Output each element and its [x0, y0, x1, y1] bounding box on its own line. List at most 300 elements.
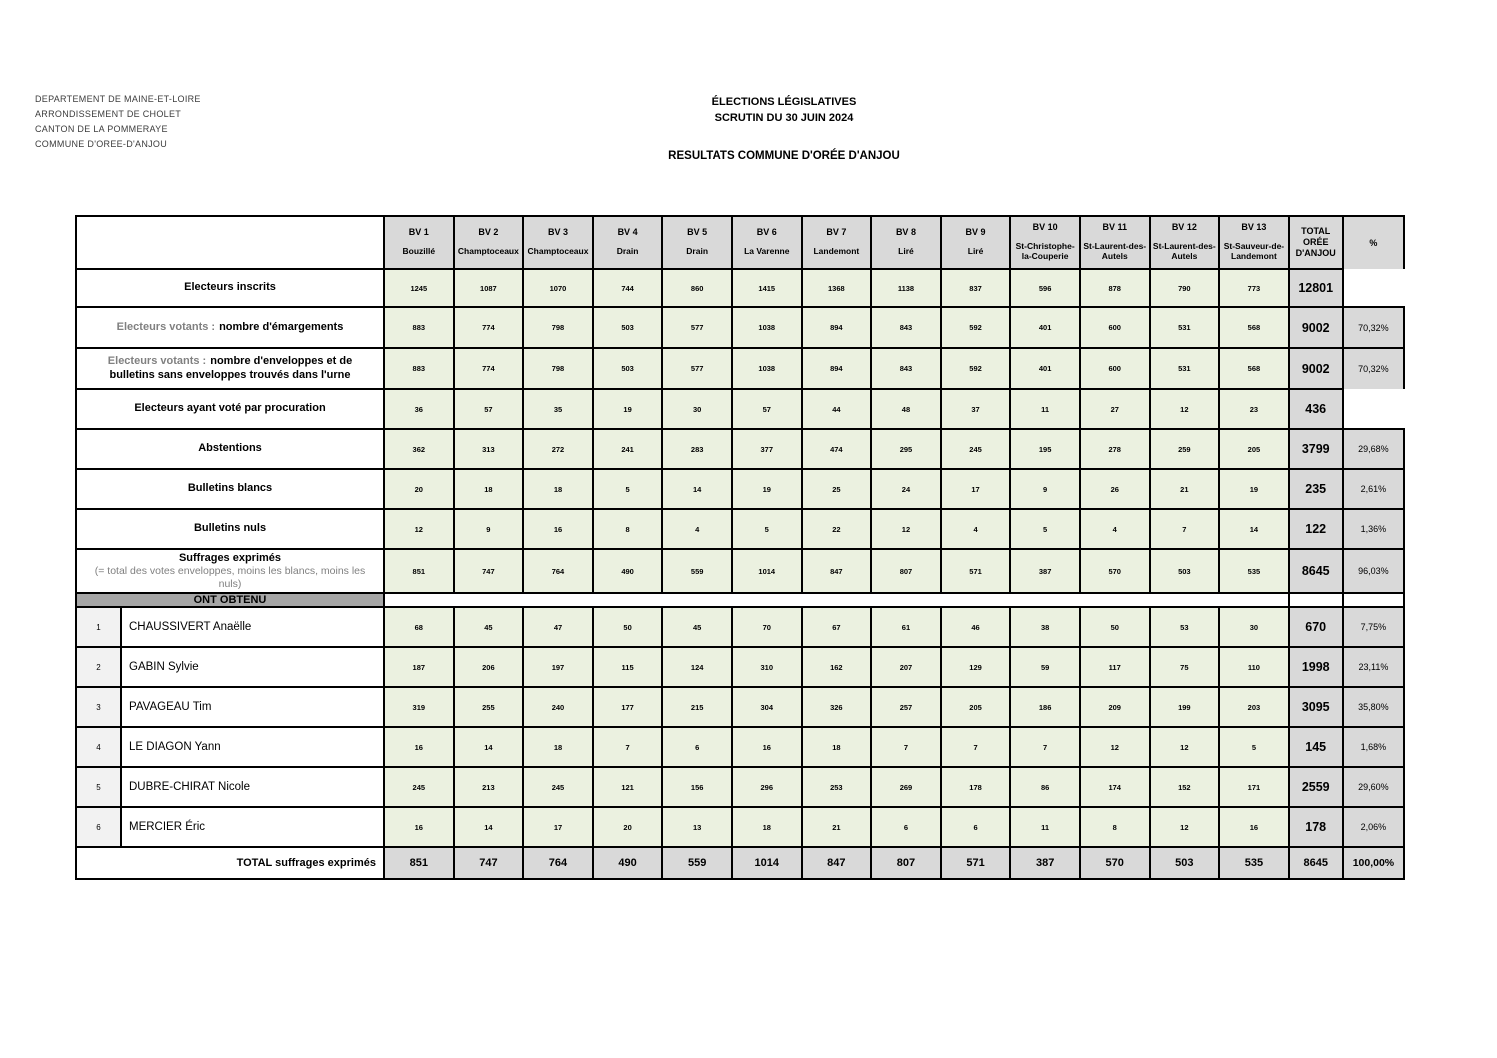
result-cell: 592: [941, 307, 1011, 348]
grand-total-cell: 764: [523, 847, 593, 879]
candidate-number: 2: [76, 647, 121, 687]
result-cell: 171: [1219, 767, 1289, 807]
result-cell: 50: [1080, 607, 1150, 647]
total-cell: 2559: [1289, 767, 1343, 807]
grand-total-cell: 559: [662, 847, 732, 879]
result-cell: 1038: [732, 348, 802, 389]
result-cell: 883: [384, 348, 454, 389]
result-cell: 7: [941, 727, 1011, 767]
result-cell: 22: [802, 509, 872, 549]
result-cell: 387: [1010, 549, 1080, 593]
row-label-sub: (= total des votes enveloppes, moins les blancs, moins les nuls): [94, 565, 366, 590]
percent-cell: 35,80%: [1343, 687, 1404, 727]
bv-code: BV 8: [895, 227, 916, 238]
bv-commune: La Varenne: [744, 246, 790, 257]
result-cell: 894: [802, 348, 872, 389]
col-header-bv1: [384, 216, 454, 269]
result-cell: 47: [523, 607, 593, 647]
result-cell: 490: [593, 549, 663, 593]
result-cell: 117: [1080, 647, 1150, 687]
result-cell: 6: [662, 727, 732, 767]
result-cell: 9: [454, 509, 524, 549]
row-label: [76, 307, 384, 348]
result-cell: 16: [732, 727, 802, 767]
result-cell: 843: [871, 348, 941, 389]
result-cell: 807: [871, 549, 941, 593]
bv-commune: St-Laurent-des-Autels: [1083, 241, 1147, 262]
bv-code: BV 9: [965, 227, 986, 238]
total-cell: 178: [1289, 807, 1343, 847]
result-cell: 45: [662, 607, 732, 647]
result-cell: 36: [384, 389, 454, 429]
result-cell: 503: [1150, 549, 1220, 593]
candidate-name: CHAUSSIVERT Anaëlle: [121, 607, 384, 647]
total-cell: 436: [1289, 389, 1343, 429]
result-cell: 199: [1150, 687, 1220, 727]
result-cell: 883: [384, 307, 454, 348]
row-label: [76, 429, 384, 469]
row-label: [76, 509, 384, 549]
result-cell: 503: [593, 348, 663, 389]
candidate-row: [76, 767, 1404, 807]
stat-row: [76, 307, 1404, 348]
header-left-line: DEPARTEMENT DE MAINE-ET-LOIRE: [35, 94, 201, 104]
result-cell: 8: [1080, 807, 1150, 847]
bv-commune: Landemont: [813, 246, 860, 257]
bv-commune: St-Christophe-la-Couperie: [1015, 241, 1075, 262]
col-header-bv13: [1219, 216, 1289, 269]
result-cell: 774: [454, 348, 524, 389]
percent-cell: 7,75%: [1343, 607, 1404, 647]
result-cell: 14: [454, 807, 524, 847]
result-cell: 68: [384, 607, 454, 647]
bv-code: BV 11: [1102, 222, 1127, 233]
header-row: [76, 216, 1404, 269]
result-cell: 162: [802, 647, 872, 687]
bv-code: BV 13: [1241, 222, 1267, 233]
bv-commune: Drain: [686, 246, 709, 257]
section-label: ONT OBTENU: [76, 593, 384, 607]
result-cell: 121: [593, 767, 663, 807]
result-cell: 600: [1080, 348, 1150, 389]
result-cell: 559: [662, 549, 732, 593]
row-label: [76, 269, 384, 307]
result-cell: 17: [523, 807, 593, 847]
result-cell: 12: [1150, 727, 1220, 767]
result-cell: 5: [1219, 727, 1289, 767]
result-cell: 313: [454, 429, 524, 469]
result-cell: 48: [871, 389, 941, 429]
header-left-line: ARRONDISSEMENT DE CHOLET: [35, 109, 182, 119]
col-header-bv3: [523, 216, 593, 269]
title-line-2: SCRUTIN DU 30 JUIN 2024: [714, 111, 854, 124]
row-label-main: nombre d'émargements: [219, 320, 344, 333]
result-cell: 596: [1010, 269, 1080, 307]
grand-total-label: TOTAL suffrages exprimés: [76, 847, 384, 879]
percent-cell: 70,32%: [1343, 348, 1404, 389]
bv-commune: Liré: [967, 246, 984, 257]
bv-commune: St-Laurent-des-Autels: [1152, 241, 1216, 262]
row-label-main: nombre d'enveloppes et de bulletins sans enveloppes trouvés dans l'urne: [109, 354, 353, 381]
result-cell: 21: [1150, 469, 1220, 509]
bv-code: BV 5: [687, 227, 708, 238]
candidate-number: 1: [76, 607, 121, 647]
result-cell: 1368: [802, 269, 872, 307]
result-cell: 7: [593, 727, 663, 767]
candidate-row: [76, 687, 1404, 727]
result-cell: 124: [662, 647, 732, 687]
row-label-main: Bulletins nuls: [193, 522, 267, 535]
result-cell: 206: [454, 647, 524, 687]
result-cell: 764: [523, 549, 593, 593]
result-cell: 577: [662, 348, 732, 389]
col-header-bv12: [1150, 216, 1220, 269]
result-cell: 592: [941, 348, 1011, 389]
total-cell: 9002: [1289, 307, 1343, 348]
result-cell: 19: [732, 469, 802, 509]
result-cell: 1038: [732, 307, 802, 348]
result-cell: 203: [1219, 687, 1289, 727]
result-cell: 24: [871, 469, 941, 509]
result-cell: 6: [871, 807, 941, 847]
result-cell: 878: [1080, 269, 1150, 307]
section-row: [76, 593, 1404, 607]
grand-total-sum: 8645: [1289, 847, 1343, 879]
result-cell: 843: [871, 307, 941, 348]
results-table: [75, 215, 1405, 880]
grand-total-cell: 535: [1219, 847, 1289, 879]
result-cell: 14: [454, 727, 524, 767]
result-cell: 110: [1219, 647, 1289, 687]
bv-code: BV 12: [1171, 222, 1197, 233]
stat-row: [76, 509, 1404, 549]
result-cell: 30: [662, 389, 732, 429]
result-cell: 44: [802, 389, 872, 429]
candidate-row: [76, 807, 1404, 847]
result-cell: 774: [454, 307, 524, 348]
result-cell: 1138: [871, 269, 941, 307]
result-cell: 747: [454, 549, 524, 593]
percent-cell: 29,60%: [1343, 767, 1404, 807]
result-cell: 837: [941, 269, 1011, 307]
total-header-line: ORÉE: [1302, 236, 1329, 247]
result-cell: 304: [732, 687, 802, 727]
result-cell: 241: [593, 429, 663, 469]
total-cell: 670: [1289, 607, 1343, 647]
row-label: [76, 389, 384, 429]
result-cell: 16: [384, 727, 454, 767]
result-cell: 45: [454, 607, 524, 647]
total-cell: 235: [1289, 469, 1343, 509]
result-cell: 272: [523, 429, 593, 469]
candidate-name: PAVAGEAU Tim: [121, 687, 384, 727]
result-cell: 205: [1219, 429, 1289, 469]
stat-row: [76, 429, 1404, 469]
result-cell: 18: [732, 807, 802, 847]
result-cell: 401: [1010, 348, 1080, 389]
result-cell: 5: [732, 509, 802, 549]
total-cell: 8645: [1289, 549, 1343, 593]
percent-cell: 1,68%: [1343, 727, 1404, 767]
result-cell: 197: [523, 647, 593, 687]
result-cell: 326: [802, 687, 872, 727]
result-cell: 213: [454, 767, 524, 807]
result-cell: 5: [1010, 509, 1080, 549]
result-cell: 319: [384, 687, 454, 727]
result-cell: 75: [1150, 647, 1220, 687]
candidate-row: [76, 607, 1404, 647]
col-header-bv9: [941, 216, 1011, 269]
row-label-main: Bulletins blancs: [187, 482, 273, 495]
row-label: [76, 348, 384, 389]
result-cell: 187: [384, 647, 454, 687]
result-cell: 255: [454, 687, 524, 727]
result-cell: 205: [941, 687, 1011, 727]
title-block: [633, 95, 935, 165]
result-cell: 474: [802, 429, 872, 469]
result-cell: 257: [871, 687, 941, 727]
result-cell: 245: [384, 767, 454, 807]
result-cell: 577: [662, 307, 732, 348]
result-cell: 152: [1150, 767, 1220, 807]
result-cell: 18: [523, 469, 593, 509]
result-cell: 70: [732, 607, 802, 647]
percent-cell: 2,06%: [1343, 807, 1404, 847]
result-cell: 4: [1080, 509, 1150, 549]
candidate-number: 5: [76, 767, 121, 807]
candidate-name: MERCIER Éric: [121, 807, 384, 847]
result-cell: 67: [802, 607, 872, 647]
result-cell: 177: [593, 687, 663, 727]
row-label: [76, 549, 384, 593]
bv-code: BV 3: [547, 227, 568, 238]
row-label: [76, 469, 384, 509]
row-label-main: Electeurs inscrits: [184, 281, 276, 294]
result-cell: 894: [802, 307, 872, 348]
result-cell: 215: [662, 687, 732, 727]
col-header-bv4: [593, 216, 663, 269]
title-line-1: ÉLECTIONS LÉGISLATIVES: [711, 96, 857, 108]
result-cell: 531: [1150, 307, 1220, 348]
result-cell: 27: [1080, 389, 1150, 429]
result-cell: 570: [1080, 549, 1150, 593]
result-cell: 4: [941, 509, 1011, 549]
header-left-line: CANTON DE LA POMMERAYE: [35, 124, 168, 134]
result-cell: 18: [523, 727, 593, 767]
result-cell: 26: [1080, 469, 1150, 509]
row-label-prefix: Electeurs votants :: [116, 320, 216, 333]
result-cell: 1070: [523, 269, 593, 307]
col-header-bv6: [732, 216, 802, 269]
grand-total-cell: 1014: [732, 847, 802, 879]
result-cell: 16: [1219, 807, 1289, 847]
candidate-number: 4: [76, 727, 121, 767]
result-cell: 38: [1010, 607, 1080, 647]
grand-total-row: [76, 847, 1404, 879]
result-cell: 53: [1150, 607, 1220, 647]
total-header-line: D'ANJOU: [1295, 248, 1336, 259]
bv-commune: Champtoceaux: [527, 246, 589, 257]
row-label-main: Suffrages exprimés: [178, 551, 282, 564]
result-cell: 773: [1219, 269, 1289, 307]
stat-row: [76, 269, 1404, 307]
result-cell: 7: [1150, 509, 1220, 549]
result-cell: 401: [1010, 307, 1080, 348]
result-cell: 57: [732, 389, 802, 429]
header-left-block: [35, 95, 201, 155]
bv-commune: Liré: [898, 246, 914, 257]
result-cell: 11: [1010, 807, 1080, 847]
total-cell: 9002: [1289, 348, 1343, 389]
candidate-name: DUBRE-CHIRAT Nicole: [121, 767, 384, 807]
percent-cell: [1343, 269, 1404, 307]
result-cell: 13: [662, 807, 732, 847]
result-cell: 1245: [384, 269, 454, 307]
result-cell: 156: [662, 767, 732, 807]
bv-code: BV 7: [826, 227, 847, 238]
result-cell: 283: [662, 429, 732, 469]
grand-total-percent: 100,00%: [1343, 847, 1404, 879]
bv-code: BV 2: [478, 227, 499, 238]
result-cell: 568: [1219, 307, 1289, 348]
result-cell: 30: [1219, 607, 1289, 647]
total-header-line: TOTAL: [1301, 225, 1331, 236]
section-total-spacer: [1289, 593, 1343, 607]
result-cell: 195: [1010, 429, 1080, 469]
result-cell: 25: [802, 469, 872, 509]
result-cell: 1415: [732, 269, 802, 307]
bv-commune: St-Sauveur-de-Landemont: [1223, 241, 1285, 262]
result-cell: 1087: [454, 269, 524, 307]
total-cell: 12801: [1289, 269, 1343, 307]
candidate-row: [76, 647, 1404, 687]
col-header-bv8: [871, 216, 941, 269]
row-label-main: Abstentions: [198, 442, 262, 455]
result-cell: 503: [593, 307, 663, 348]
result-cell: 310: [732, 647, 802, 687]
result-cell: 253: [802, 767, 872, 807]
result-cell: 61: [871, 607, 941, 647]
grand-total-cell: 570: [1080, 847, 1150, 879]
bv-code: BV 4: [617, 227, 638, 238]
stat-row: [76, 549, 1404, 593]
corner-cell: [76, 216, 384, 269]
result-cell: 178: [941, 767, 1011, 807]
result-cell: 12: [1150, 807, 1220, 847]
result-cell: 207: [871, 647, 941, 687]
result-cell: 8: [593, 509, 663, 549]
result-cell: 59: [1010, 647, 1080, 687]
subtitle: RESULTATS COMMUNE D'ORÉE D'ANJOU: [668, 149, 900, 162]
grand-total-cell: 807: [871, 847, 941, 879]
header-left-line: COMMUNE D'OREE-D'ANJOU: [35, 139, 168, 149]
result-cell: 11: [1010, 389, 1080, 429]
grand-total-cell: 571: [941, 847, 1011, 879]
result-cell: 18: [454, 469, 524, 509]
grand-total-cell: 851: [384, 847, 454, 879]
total-cell: 3799: [1289, 429, 1343, 469]
result-cell: 14: [662, 469, 732, 509]
result-cell: 17: [941, 469, 1011, 509]
stat-row: [76, 348, 1404, 389]
bv-code: BV 1: [408, 227, 429, 238]
result-cell: 377: [732, 429, 802, 469]
result-cell: 21: [802, 807, 872, 847]
result-cell: 535: [1219, 549, 1289, 593]
row-label-prefix: Electeurs votants :: [107, 354, 207, 367]
bv-commune: Drain: [616, 246, 639, 257]
result-cell: 129: [941, 647, 1011, 687]
result-cell: 174: [1080, 767, 1150, 807]
percent-cell: 29,68%: [1343, 429, 1404, 469]
percent-col-header: %: [1343, 216, 1404, 269]
total-cell: 3095: [1289, 687, 1343, 727]
bv-code: BV 6: [756, 227, 777, 238]
col-header-bv7: [802, 216, 872, 269]
bv-code: BV 10: [1032, 222, 1058, 233]
percent-cell: [1343, 389, 1404, 429]
col-header-bv11: [1080, 216, 1150, 269]
result-cell: 245: [941, 429, 1011, 469]
result-cell: 240: [523, 687, 593, 727]
result-cell: 12: [1080, 727, 1150, 767]
result-cell: 798: [523, 307, 593, 348]
candidate-row: [76, 727, 1404, 767]
result-cell: 798: [523, 348, 593, 389]
total-cell: 122: [1289, 509, 1343, 549]
result-cell: 362: [384, 429, 454, 469]
col-header-bv2: [454, 216, 524, 269]
row-label-main: Electeurs ayant voté par procuration: [134, 402, 326, 415]
result-cell: 568: [1219, 348, 1289, 389]
result-cell: 278: [1080, 429, 1150, 469]
section-percent-spacer: [1343, 593, 1404, 607]
result-cell: 296: [732, 767, 802, 807]
result-cell: 19: [593, 389, 663, 429]
total-col-header: [1289, 216, 1343, 269]
result-cell: 18: [802, 727, 872, 767]
percent-cell: 1,36%: [1343, 509, 1404, 549]
col-header-bv5: [662, 216, 732, 269]
result-cell: 20: [384, 469, 454, 509]
result-cell: 531: [1150, 348, 1220, 389]
result-cell: 12: [384, 509, 454, 549]
result-cell: 86: [1010, 767, 1080, 807]
section-spacer: [384, 593, 1289, 607]
percent-cell: 23,11%: [1343, 647, 1404, 687]
result-cell: 209: [1080, 687, 1150, 727]
candidate-name: GABIN Sylvie: [121, 647, 384, 687]
result-cell: 571: [941, 549, 1011, 593]
result-cell: 5: [593, 469, 663, 509]
result-cell: 115: [593, 647, 663, 687]
result-cell: 744: [593, 269, 663, 307]
grand-total-cell: 747: [454, 847, 524, 879]
percent-cell: 96,03%: [1343, 549, 1404, 593]
result-cell: 35: [523, 389, 593, 429]
grand-total-cell: 490: [593, 847, 663, 879]
bv-commune: Bouzillé: [402, 246, 436, 257]
grand-total-cell: 503: [1150, 847, 1220, 879]
candidate-number: 6: [76, 807, 121, 847]
grand-total-cell: 387: [1010, 847, 1080, 879]
result-cell: 12: [871, 509, 941, 549]
result-cell: 860: [662, 269, 732, 307]
result-cell: 16: [523, 509, 593, 549]
result-cell: 847: [802, 549, 872, 593]
total-cell: 1998: [1289, 647, 1343, 687]
result-cell: 46: [941, 607, 1011, 647]
